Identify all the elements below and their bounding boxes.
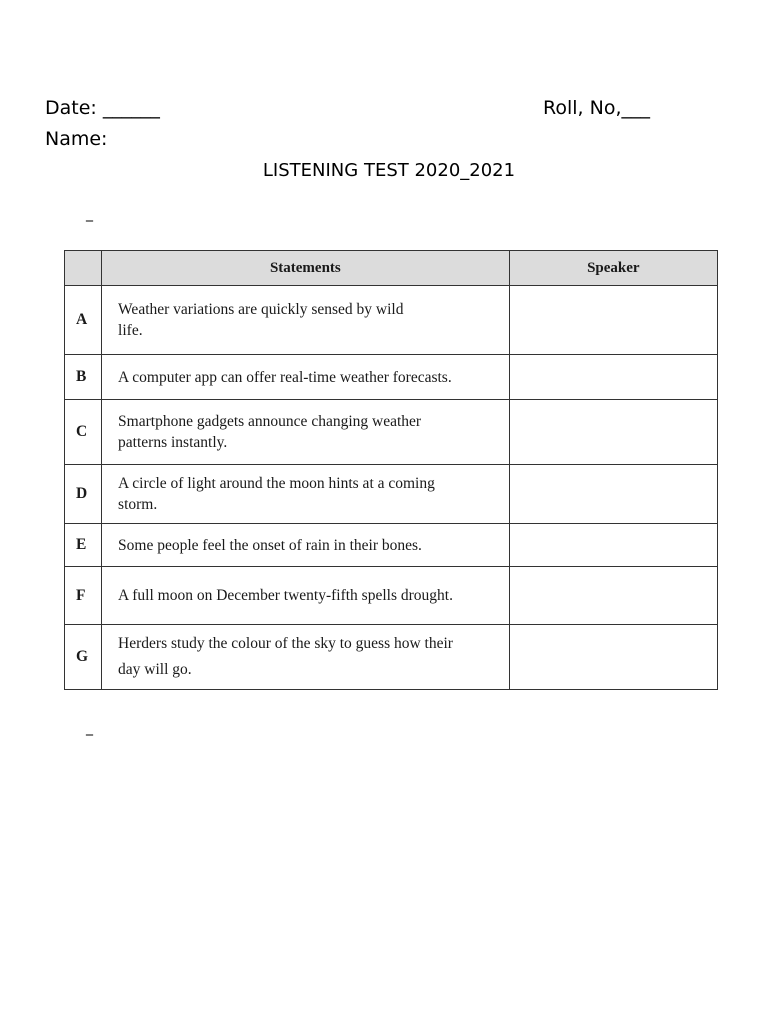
row-letter: E — [65, 524, 102, 567]
letter-column-header — [65, 251, 102, 286]
speaker-cell[interactable] — [509, 567, 717, 625]
row-statement — [102, 567, 510, 625]
speaker-cell[interactable] — [509, 524, 717, 567]
speaker-cell[interactable] — [509, 400, 717, 465]
speaker-column-header: Speaker — [509, 251, 717, 286]
row-letter: G — [65, 625, 102, 690]
row-statement — [102, 400, 510, 465]
row-letter: C — [65, 400, 102, 465]
row-letter: D — [65, 465, 102, 524]
speaker-cell[interactable] — [509, 465, 717, 524]
statement-text: Smartphone gadgets announce changing weather patterns instantly. — [118, 413, 422, 451]
row-statement — [102, 286, 510, 355]
table-row — [65, 400, 718, 465]
name-field: Name: — [45, 128, 108, 150]
statement-text: Weather variations are quickly sensed by wild life. — [118, 301, 404, 339]
statements-column-header: Statements — [102, 251, 510, 286]
row-letter: B — [65, 355, 102, 400]
table-row — [65, 567, 718, 625]
date-field: Date: ______ — [45, 97, 160, 119]
row-letter: F — [65, 567, 102, 625]
table-header-row — [65, 251, 718, 286]
statements-table — [64, 250, 718, 690]
table-row — [65, 524, 718, 567]
page-title: LISTENING TEST 2020_2021 — [262, 160, 516, 181]
table-row — [65, 286, 718, 355]
bottom-dash-marker: _ — [86, 720, 93, 736]
statement-text: A circle of light around the moon hints at a coming storm. — [118, 475, 435, 513]
statement-text: Herders study the colour of the sky to guess how their day will go. — [118, 635, 453, 678]
speaker-cell[interactable] — [509, 625, 717, 690]
top-dash-marker: _ — [86, 206, 93, 222]
statement-text: A computer app can offer real-time weather forecasts. — [118, 368, 452, 386]
table-row — [65, 355, 718, 400]
statement-text: Some people feel the onset of rain in their bones. — [118, 536, 422, 554]
row-statement — [102, 625, 510, 690]
table-row — [65, 625, 718, 690]
row-statement — [102, 355, 510, 400]
roll-number-field: Roll, No,___ — [543, 97, 650, 119]
speaker-cell[interactable] — [509, 286, 717, 355]
table-row — [65, 465, 718, 524]
row-statement — [102, 465, 510, 524]
speaker-cell[interactable] — [509, 355, 717, 400]
row-statement — [102, 524, 510, 567]
statement-text: A full moon on December twenty-fifth spells drought. — [118, 587, 453, 604]
row-letter: A — [65, 286, 102, 355]
